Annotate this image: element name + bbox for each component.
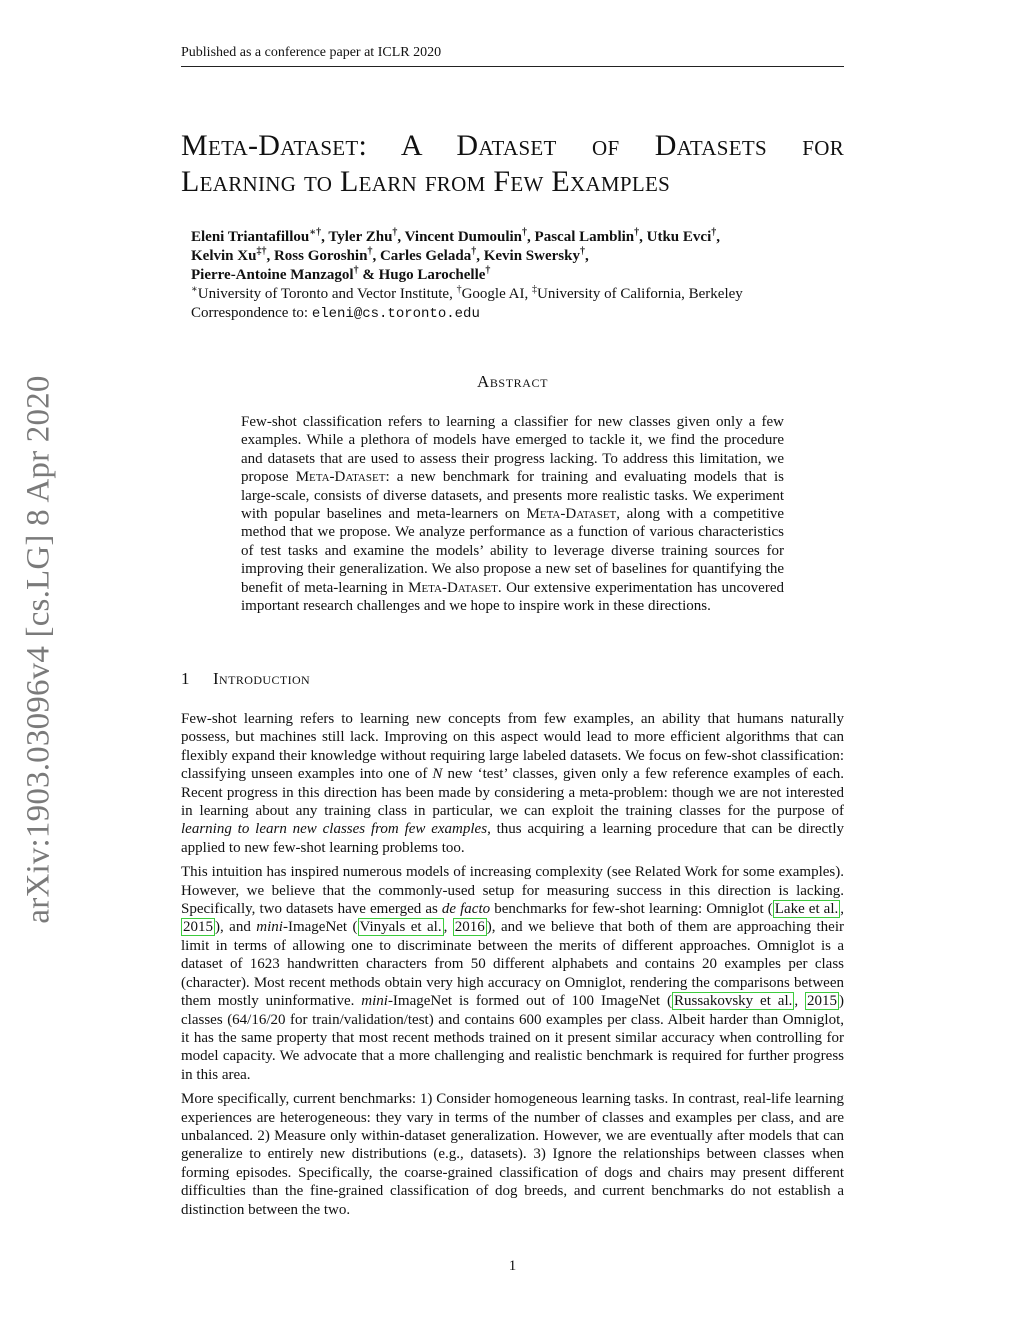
page-number: 1 (508, 1258, 517, 1274)
author-block (191, 228, 841, 324)
dataset-name: Meta-Dataset (295, 469, 386, 486)
citation-link[interactable]: 2016 (454, 919, 485, 936)
affiliation-mark: † (522, 227, 528, 238)
paragraph: More specifically, current benchmarks: 1) Consider homogeneous learning tasks. In contrast, real-life learning experiences are heterogeneous: they vary in terms of the number of classes and examples per class, and are unbalanced. 2) Measure only within-dataset generalization. However, we are eventually after models that can generalize to entirely new distributions (e.g., datasets). 3) Ignore the relationships between classes when forming episodes. Specifically, the coarse-grained classification of dogs and chairs may present different difficulties than the fine-grained classification of dog breeds, and current benchmarks do not establish a distinction between the two. (181, 1091, 844, 1218)
affiliation-mark: ∗† (309, 227, 322, 238)
affiliation-mark: † (353, 265, 359, 276)
paper-title (181, 128, 844, 200)
text-fragment: , (794, 993, 806, 1010)
abstract-fragment: . Our extensive experimentation has uncovered important research challenges and we hope to inspire work in these directions. (241, 579, 784, 615)
citation-link[interactable]: Vinyals et al. (359, 919, 442, 936)
author-name: , Pascal Lamblin (527, 229, 635, 245)
dataset-name: Meta-Dataset (526, 506, 617, 523)
text-fragment: benchmarks for few-shot learning: Omniglot ( (490, 901, 773, 918)
citation-link[interactable]: 2015 (807, 993, 838, 1010)
affiliation-mark: ‡† (256, 246, 267, 257)
citation-link[interactable]: Russakovsky et al. (673, 993, 793, 1010)
text-fragment: ) classes (64/16/20 for train/validation/test) and contains 600 examples per class. Albeit harder than Omniglot, it has the same property that most recent methods trained on it present similar accuracy when controlling for model capacity. We advocate that a more challenging and realistic benchmark is required for further progress in this area. (181, 993, 845, 1083)
affiliation-mark: † (711, 227, 717, 238)
email-link[interactable]: eleni@cs.toronto.edu (311, 306, 480, 322)
math-variable: N (432, 766, 443, 783)
abstract-text (241, 413, 784, 615)
dataset-name: Meta-Dataset (408, 579, 498, 596)
citation-link[interactable]: Lake et al. (774, 901, 839, 918)
affiliation-mark: † (456, 284, 462, 295)
affiliation-mark: † (579, 246, 585, 257)
author-name: & Hugo Larochelle (358, 267, 486, 283)
text-fragment: -ImageNet ( (282, 919, 358, 936)
author-name: , Utku Evci (639, 229, 712, 245)
text-fragment: Few-shot learning refers to learning new concepts from few examples, an ability that humans naturally possess, but machines still lack. Improving on this aspect would lead to more efficient algorithms that can flexibly expand their knowledge without requiring large labeled datasets. We focus on few-shot classification: classifying unseen examples into one of (181, 711, 844, 783)
text-fragment: , (840, 901, 844, 918)
text-fragment: , (443, 919, 453, 936)
affiliation-mark: † (367, 246, 373, 257)
abstract-heading: Abstract (476, 372, 549, 391)
abstract-fragment: : a new benchmark for training and evaluating models that is large-scale, consists of diverse datasets, and presents more realistic tasks. We experiment with popular baselines and meta-learners on (241, 469, 784, 523)
affiliation-mark: † (471, 246, 477, 257)
emphasis: learning to learn new classes from few examples (181, 821, 488, 838)
author-name: , Carles Gelada (372, 248, 472, 264)
affiliation: Google AI, (461, 286, 532, 302)
text-fragment: ), and we believe that both of them are approaching their limit in terms of allowing one to discriminate between the merits of different approaches. Omniglot is a dataset of 1623 handwritten characters from 50 different alphabets and contains 20 examples per class (character). Most recent methods obtain very high accuracy on Omniglot, rendering the comparisons between them mostly uninformative. (181, 919, 844, 1010)
text-fragment: ), and (215, 919, 257, 936)
title-line-2: Learning to Learn from Few Examples (181, 165, 671, 198)
affiliations (191, 285, 841, 304)
author-list (191, 228, 841, 285)
author-name: , Vincent Dumoulin (397, 229, 523, 245)
arxiv-identifier-text: arXiv:1903.03096v4 [cs.LG] 8 Apr 2020 (20, 374, 57, 924)
separator: , (716, 229, 720, 245)
arxiv-identifier (11, 366, 67, 932)
affiliation-mark: ‡ (532, 284, 537, 295)
citation-link[interactable]: 2015 (183, 919, 213, 936)
introduction-body (181, 710, 844, 1225)
author-name: , Ross Goroshin (266, 248, 368, 264)
author-name: Kelvin Xu (191, 248, 257, 264)
affiliation-mark: † (392, 227, 398, 238)
abstract-fragment: , along with a competitive method that we propose. We analyze performance as a function of various characteristics of test tasks and examine the models’ ability to leverage diverse training sources for improving their generalization. We also propose a new set of baselines for quantifying the benefit of meta-learning in (241, 506, 784, 596)
emphasis: mini (256, 919, 283, 936)
emphasis: mini (361, 993, 388, 1010)
section-title: Introduction (213, 669, 311, 688)
paragraph (181, 863, 844, 1084)
author-name: Pierre-Antoine Manzagol (191, 267, 354, 283)
affiliation-mark: ∗ (191, 284, 198, 295)
affiliation-mark: † (485, 265, 491, 276)
separator: , (584, 248, 589, 264)
author-name: , Tyler Zhu (321, 229, 393, 245)
emphasis: de facto (441, 901, 491, 918)
paragraph (181, 710, 844, 857)
running-header: Published as a conference paper at ICLR 2020 (181, 44, 844, 67)
author-name: , Kevin Swersky (476, 248, 580, 264)
text-fragment: , thus acquiring a learning procedure that can be directly applied to new few-shot learning problems too. (181, 821, 844, 856)
text-fragment: -ImageNet is formed out of 100 ImageNet ( (387, 993, 672, 1010)
correspondence-label: Correspondence to: (191, 305, 312, 321)
section-heading-introduction (181, 669, 310, 689)
text-fragment: new ‘test’ classes, given only a few reference examples of each. Recent progress in this direction has been made by considering a meta-problem: though we are not interested in learning about any training class in particular, we can exploit the training classes for the purpose of (181, 766, 844, 820)
affiliation: University of California, Berkeley (537, 286, 743, 302)
text-fragment: This intuition has inspired numerous models of increasing complexity (see Related Work for some examples). However, we believe that the commonly-used setup for measuring success in this direction is lacking. Specifically, two datasets have emerged as (181, 864, 844, 918)
author-name: Eleni Triantafillou (191, 229, 310, 245)
title-line-1: Meta-Dataset: A Dataset of Datasets for (181, 129, 844, 162)
abstract-fragment: Few-shot classification refers to learning a classifier for new classes given only a few examples. While a plethora of models have emerged to tackle it, we find the procedure and datasets that are used to assess their progress lacking. To address this limitation, we propose (241, 414, 784, 486)
affiliation-mark: † (634, 227, 640, 238)
correspondence (191, 304, 841, 324)
affiliation: University of Toronto and Vector Institute, (197, 286, 457, 302)
section-number: 1 (181, 669, 190, 688)
